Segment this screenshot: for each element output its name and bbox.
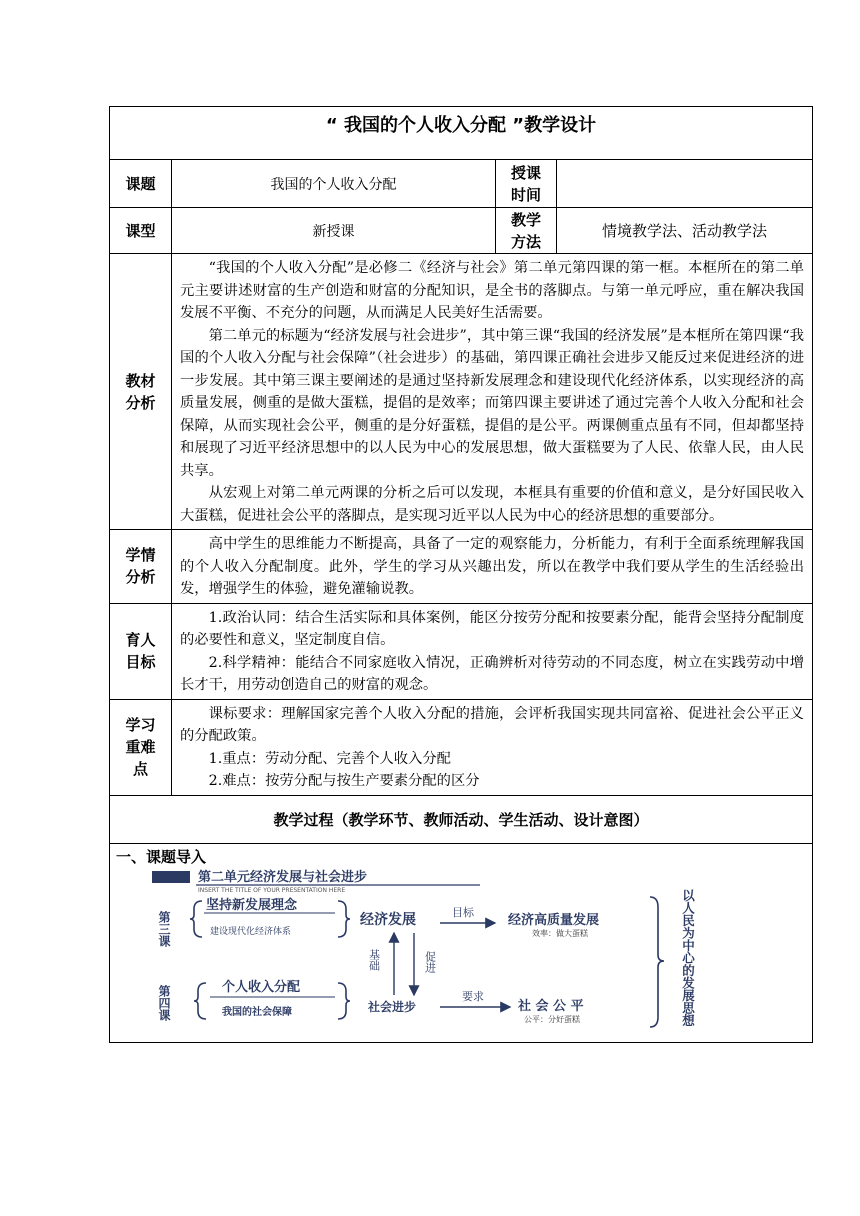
goals-row	[110, 603, 813, 699]
topic-label: 课题	[110, 160, 172, 208]
process-heading-row	[110, 795, 813, 843]
material-label-line2: 分析	[125, 393, 156, 412]
keypoints-text	[172, 699, 813, 795]
basis-label: 基础	[367, 948, 381, 971]
material-paragraph-2: 第二单元的标题为“经济发展与社会进步”，其中第三课“我国的经济发展”是本框所在第四课“我国的个人收入分配与社会保障”（社会进步）的基础，第四课正确社会进步又能反过来促进经济的进一步发展。其中第三课主要阐述的是通过坚持新发展理念和建设现代化经济体系，以实现经济的高质量发展，侧重的是做大蛋糕，提倡的是效率；而第四课主要讲述了通过完善个人收入分配和社会保障，从而实现社会公平，侧重的是分好蛋糕，提倡的是公平。两课侧重点虽有不同，但却都坚持和展现了习近平经济思想中的以人民为中心的发展思想，做大蛋糕要为了人民、依靠人民，由人民共享。	[180, 327, 805, 479]
social-progress: 社会进步	[368, 999, 417, 1014]
banner-subtitle: INSERT THE TITLE OF YOUR PRESENTATION HERE	[198, 886, 346, 894]
student-label-line2: 分析	[125, 568, 156, 587]
method-label	[496, 208, 557, 254]
keypoints-requirement: 课标要求：理解国家完善个人收入分配的措施，会评析我国实现共同富裕、促进社会公平正义的分配政策。	[180, 705, 805, 744]
high-quality-development: 经济高质量发展	[508, 912, 600, 928]
student-row	[110, 530, 813, 604]
keypoints-label-line3: 点	[132, 760, 148, 778]
goal-item-1: 1.政治认同：结合生活实际和具体案例，能区分按劳分配和按要素分配，能背会坚持分配制度的必要性和意义，坚定制度自信。	[180, 609, 805, 648]
goal-label: 目标	[452, 905, 474, 919]
banner-block	[152, 871, 190, 883]
keypoints-label-line1: 学习	[125, 716, 156, 734]
lesson4-item1: 个人收入分配	[222, 979, 301, 995]
student-label	[110, 530, 172, 604]
right-bracket	[650, 897, 664, 1027]
lesson3-label: 第三课	[157, 910, 171, 947]
student-label-line1: 学情	[125, 546, 156, 565]
fairness-note: 公平：分好蛋糕	[524, 1014, 580, 1024]
method-label-line2: 方法	[510, 232, 541, 251]
material-label	[110, 254, 172, 530]
social-fairness: 社 会 公 平	[518, 998, 584, 1014]
material-analysis-text	[172, 254, 813, 530]
lesson3-item1: 坚持新发展理念	[206, 897, 298, 913]
lesson-plan-table	[109, 106, 813, 1043]
time-value	[557, 160, 813, 208]
people-centered-text: 以人民为中心的发展思想	[680, 888, 696, 1026]
keypoints-label	[110, 699, 172, 795]
intro-cell	[110, 843, 813, 1042]
keypoints-key: 1.重点：劳动分配、完善个人收入分配	[208, 750, 451, 767]
promote-label: 促进	[423, 950, 437, 973]
economic-development: 经济发展	[360, 911, 416, 928]
lesson4-brace-right	[338, 983, 350, 1019]
type-value: 新授课	[172, 208, 496, 254]
keypoints-row	[110, 699, 813, 795]
goal-item-2: 2.科学精神：能结合不同家庭收入情况，正确辨析对待劳动的不同态度，树立在实践劳动中增长才干，用劳动创造自己的财富的观念。	[180, 654, 805, 693]
keypoints-label-line2: 重难	[125, 738, 156, 756]
time-label-line2: 时间	[510, 185, 541, 204]
material-row	[110, 254, 813, 530]
student-paragraph-1: 高中学生的思维能力不断提高，具备了一定的观察能力，分析能力，有利于全面系统理解我国的个人收入分配制度。此外，学生的学习从兴趣出发，所以在教学中我们要从学生的生活经验出发，增强学生的体验，避免灌输说教。	[180, 536, 805, 597]
goals-label	[110, 603, 172, 699]
goals-label-line1: 育人	[125, 631, 156, 649]
lesson3-brace-right	[338, 901, 350, 937]
goals-text	[172, 603, 813, 699]
lesson4-label: 第四课	[157, 984, 171, 1021]
goals-label-line2: 目标	[125, 653, 156, 671]
time-label	[496, 160, 557, 208]
topic-value: 我国的个人收入分配	[172, 160, 496, 208]
lesson4-brace	[194, 983, 206, 1019]
student-analysis-text	[172, 530, 813, 604]
efficiency-note: 效率：做大蛋糕	[532, 928, 588, 938]
lesson3-item2: 建设现代化经济体系	[210, 926, 292, 937]
banner-title: 第二单元经济发展与社会进步	[198, 869, 368, 885]
time-label-line1: 授课	[510, 163, 541, 182]
intro-row	[110, 843, 813, 1042]
type-row	[110, 208, 813, 254]
lesson3-brace	[190, 901, 202, 937]
material-label-line1: 教材	[125, 371, 156, 390]
title-row	[110, 107, 813, 160]
lesson4-item2: 我国的社会保障	[222, 1006, 292, 1018]
diagram-svg	[110, 867, 813, 1042]
intro-title: 一、课题导入	[116, 847, 207, 866]
require-label: 要求	[462, 989, 484, 1003]
keypoints-difficulty: 2.难点：按劳分配与按生产要素分配的区分	[208, 773, 480, 789]
material-paragraph-1: “我国的个人收入分配”是必修二《经济与社会》第二单元第四课的第一框。本框所在的第二单元主要讲述财富的生产创造和财富的分配知识，是全书的落脚点。与第一单元呼应，重在解决我国发展不平衡、不充分的问题，从而满足人民美好生活需要。	[180, 260, 805, 321]
title-cell	[110, 107, 813, 160]
document-title: “ 我国的个人收入分配 ”教学设计	[325, 115, 597, 136]
method-value: 情境教学法、活动教学法	[557, 208, 813, 254]
process-heading: 教学过程（教学环节、教师活动、学生活动、设计意图）	[110, 795, 813, 843]
lesson-plan-document	[109, 106, 812, 1043]
method-label-line1: 教学	[510, 210, 541, 229]
unit-structure-diagram	[110, 867, 813, 1042]
material-paragraph-3: 从宏观上对第二单元两课的分析之后可以发现，本框具有重要的价值和意义，是分好国民收入大蛋糕，促进社会公平的落脚点，是实现习近平以人民为中心的经济思想的重要部分。	[180, 485, 805, 524]
type-label: 课型	[110, 208, 172, 254]
topic-row	[110, 160, 813, 208]
